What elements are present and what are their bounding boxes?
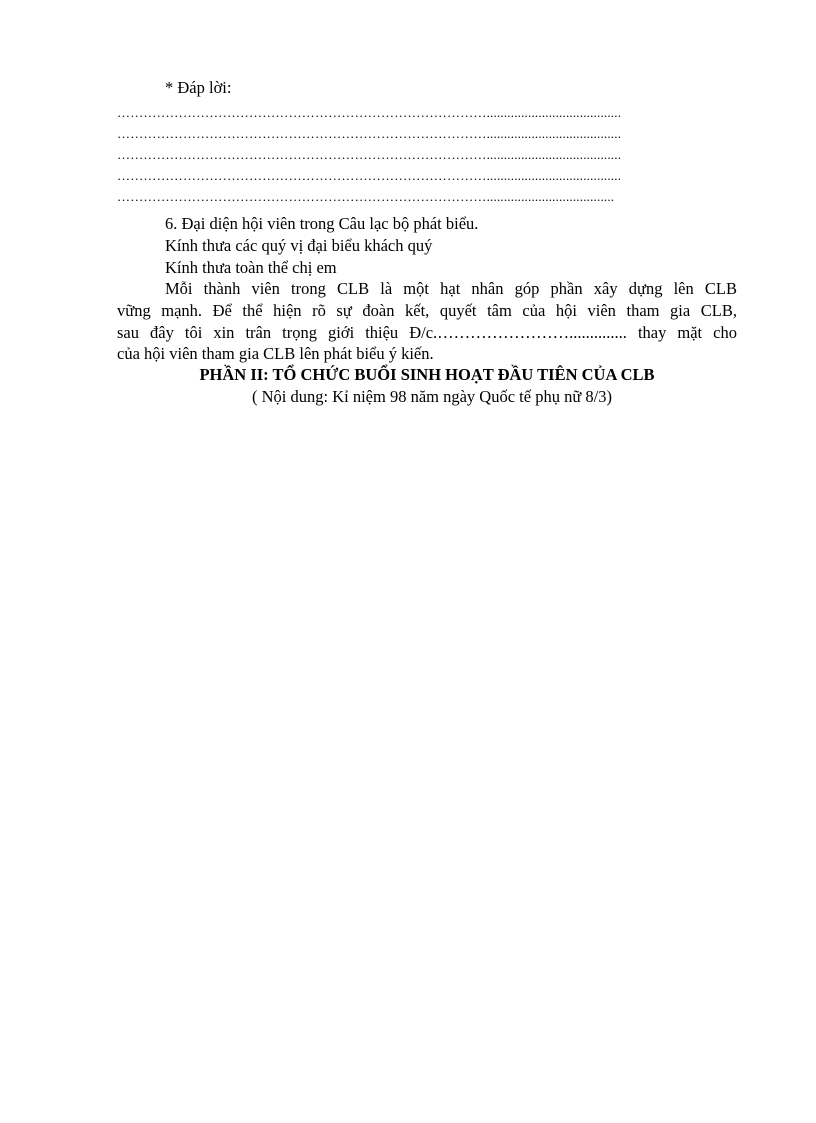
part2-title: PHẦN II: TỔ CHỨC BUỔI SINH HOẠT ĐẦU TIÊN CỦA CLB [199, 365, 655, 384]
answer-dot-line-1: …………………………………………………………………………....................................... [117, 105, 622, 120]
section6-heading: 6. Đại diện hội viên trong Câu lạc bộ phát biểu. [165, 214, 479, 233]
part2-subtitle: ( Nội dung: Kỉ niệm 98 năm ngày Quốc tế phụ nữ 8/3) [252, 387, 612, 406]
answer-heading: * Đáp lời: [165, 78, 232, 97]
section6-paragraph-line-4: của hội viên tham gia CLB lên phát biểu ý kiến. [117, 344, 434, 363]
answer-dot-line-5: …………………………………………………………………………..................................... [117, 189, 615, 204]
section6-greeting-members: Kính thưa toàn thể chị em [165, 258, 337, 277]
section6-paragraph-line-2: vững mạnh. Để thể hiện rõ sự đoàn kết, quyết tâm của hội viên tham gia CLB, [117, 301, 737, 320]
section6-greeting-guests: Kính thưa các quý vị đại biểu khách quý [165, 236, 433, 255]
answer-dot-line-2: …………………………………………………………………………....................................... [117, 126, 622, 141]
answer-dot-line-4: …………………………………………………………………………....................................... [117, 168, 622, 183]
answer-dot-line-3: …………………………………………………………………………....................................... [117, 147, 622, 162]
section6-paragraph-line-3: sau đây tôi xin trân trọng giới thiệu Đ/c.…………………….............. thay mặt cho [117, 323, 737, 342]
section6-paragraph-line-1: Mỗi thành viên trong CLB là một hạt nhân góp phần xây dựng lên CLB [165, 279, 737, 298]
